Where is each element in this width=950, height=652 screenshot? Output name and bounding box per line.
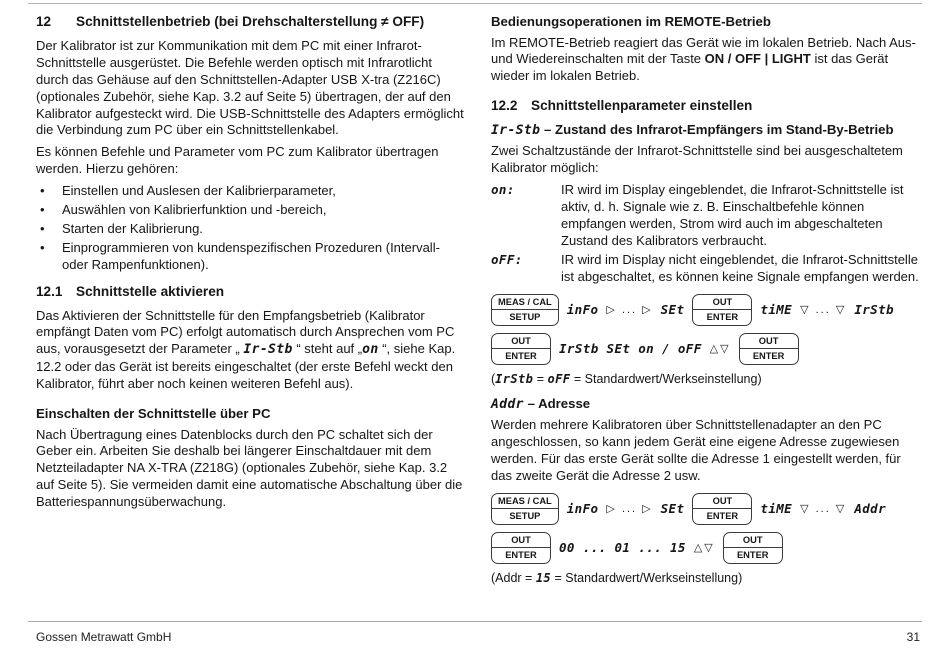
lcd-text-15: 15 [535,570,552,585]
sequence-row [491,493,922,525]
lcd-term-off: oFF: [491,251,523,267]
bullet-list [36,183,467,273]
out-enter-key [723,532,783,564]
lcd-text-addr: Addr [854,501,887,517]
list-item-text: Einstellen und Auslesen der Kalibrierparameter, [62,183,336,199]
key-label: ENTER [736,550,769,561]
key-label: OUT [724,533,782,549]
paragraph [491,35,922,86]
definition-text: IR wird im Display eingeblendet, die Infrarot-Schnittstelle ist aktiv, d. h. Signale wie z. B. Einschaltbefehle können empfangen werden, Strom wird auch im abgeschalteten Zustand des Kalibrators verbraucht. [561,182,904,248]
lcd-text-set: SEt [660,302,685,318]
list-item-text: Starten der Kalibrierung. [62,220,203,236]
bullet-marker: • [40,220,45,236]
addr-parameter-heading [491,396,922,413]
key-label: OUT [492,334,550,350]
key-label: ENTER [505,550,537,561]
text-run: ( [491,371,496,386]
list-item-text: Einprogrammieren von kundenspezifischen Prozeduren (Intervall- oder Rampenfunktionen). [62,239,440,272]
out-enter-key [491,333,551,365]
text-run: = Standardwert/Werkseinstellung) [551,570,743,585]
sequence-row [491,294,922,326]
paragraph: Nach Übertragung eines Datenblocks durch den PC schaltet sich der Geber ein. Arbeiten Sie deshalb bei längerer Einschaltdauer mit dem Netzteiladapter NA X-TRA (Z218G) (optionales Zubehör, siehe Kap. 3.2 auf Seite 5). Sie vermeiden damit eine automatische Abschaltung über die Batteriespannungsüberwachung. [36,426,463,510]
text-run: “ steht auf „ [292,341,363,357]
definition-text: IR wird im Display nicht eingeblendet, die Infrarot-Schnittstelle ist abgeschaltet, es können keine Signale empfangen werden. [561,251,919,284]
lcd-text-off: oFF [547,371,571,386]
remote-heading: Bedienungsoperationen im REMOTE-Betrieb [491,14,771,29]
section-title: Schnittstellenbetrieb (bei Drehschalterstellung ≠ OFF) [76,14,425,29]
section-number: 12.1 [36,283,63,299]
section-12-1-heading [36,284,467,301]
text-run: Im REMOTE-Betrieb reagiert das Gerät wie im lokalen Betrieb. Nach Aus- und Wiedereinschalten mit der Taste [491,34,916,67]
section-12-2-heading [491,98,922,115]
heading-text: – Adresse [523,395,591,411]
down-arrows: ▽ ... ▽ [800,503,847,516]
lcd-text-addr: Addr [491,396,524,412]
lcd-text-irstb-set: IrStb SEt on / oFF [559,341,702,357]
down-arrows: ▽ ... ▽ [800,304,847,317]
lcd-text-info: inFo [566,302,599,318]
key-label: ENTER [752,351,785,362]
right-column [491,12,922,595]
text-run: ist das Gerät wieder im lokalen Betrieb. [491,51,889,84]
page-footer [36,630,920,644]
lcd-text-time: tiME [760,302,793,318]
footer-company: Gossen Metrawatt GmbH [36,630,172,644]
paragraph [36,308,467,393]
right-arrows: ▷ ... ▷ [606,503,653,516]
definition-row [491,252,922,286]
out-enter-key [692,294,752,326]
section-number: 12.2 [491,98,518,114]
out-enter-key [739,333,799,365]
list-item [36,240,467,274]
lcd-text-irstb: IrStb [854,302,894,318]
bullet-marker: • [40,239,45,255]
paragraph: Zwei Schaltzustände der Infrarot-Schnittstelle sind bei ausgeschaltetem Kalibrator möglich: [491,143,903,176]
footer-divider [28,621,922,622]
lcd-text-info: inFo [566,501,599,517]
key-sequence-addr [491,493,922,564]
text-run: “, siehe Kap. 12.2 oder das Gerät ist bereits eingeschaltet (der erste Befehl weckt den Kalibrator, führt aber noch keinen weiteren Befehl aus). [36,341,456,392]
top-divider [28,3,922,4]
meas-cal-setup-key [491,493,559,525]
key-label: SETUP [509,312,541,323]
section-title: Schnittstellenparameter einstellen [531,98,753,114]
key-label: OUT [740,334,798,350]
sequence-row [491,532,922,564]
meas-cal-setup-key [491,294,559,326]
key-sequence-irstb [491,294,922,365]
text-run: = [533,371,548,386]
subsection-heading: Einschalten der Schnittstelle über PC [36,406,271,421]
lcd-text-irstb: IrStb [495,371,534,386]
irstb-parameter-heading [491,122,922,139]
lcd-text-set: SEt [660,501,685,517]
paragraph: Werden mehrere Kalibratoren über Schnittstellenadapter an den PC angeschlossen, so kann jedem Gerät eine eigene Adresse zugewiesen werden. Für das erste Gerät sollte die Adresse 1 eingestellt werden, für das zweite Gerät die Adresse 2 usw. [491,416,901,483]
lcd-text-address-digits: 00 ... 01 ... 15 [559,540,686,556]
default-note [491,571,922,585]
text-run: Das Aktivieren der Schnittstelle für den Empfangsbetrieb (Kalibrator empfängt Daten vom PC) erfolgt automatisch durch Ansprechen vom PC aus, vorausgesetzt der Parameter „ [36,307,455,357]
list-item [36,183,467,200]
key-label: OUT [693,494,751,510]
out-enter-key [491,532,551,564]
right-arrows: ▷ ... ▷ [606,304,653,317]
bullet-marker: • [40,202,45,217]
key-label: ENTER [505,351,537,362]
definition-list [491,182,922,285]
lcd-text-time: tiME [760,501,793,517]
key-label-on-off-light: ON / OFF | LIGHT [704,51,811,67]
section-title: Schnittstelle aktivieren [76,283,225,299]
key-label: MEAS / CAL [492,494,558,510]
heading-text: – Zustand des Infrarot-Empfängers im Stand-By-Betrieb [540,122,894,138]
out-enter-key [692,493,752,525]
lcd-text-on: on [362,342,379,358]
key-label: ENTER [706,312,739,323]
key-label: MEAS / CAL [492,295,558,311]
key-label: OUT [492,533,550,549]
list-item [36,202,467,219]
section-12-heading [36,14,467,31]
text-run: (Addr = [491,570,536,585]
sequence-row [491,333,922,365]
section-number: 12 [36,14,52,29]
paragraph: Der Kalibrator ist zur Kommunikation mit dem PC mit einer Infrarot-Schnittstelle ausgerüstet. Die Befehle werden optisch mit Infrarotlicht durch das Gehäuse auf den Schnittstellen-Adapter USB X-tra (Z216C) (optionales Zubehör, siehe Kap. 3.2 auf Seite 5) übertragen, der auf den Kalibrator aufgesteckt wird. Die USB-Schnittstelle des Adapters ermöglicht die Verbindung zum PC über ein Schnittstellenkabel. [36,37,464,138]
bullet-marker: • [40,183,45,199]
lcd-text-ir-stb: Ir-Stb [491,123,541,139]
definition-row [491,182,922,250]
lcd-text-ir-stb: Ir-Stb [243,342,293,358]
key-label: OUT [693,295,751,311]
key-label: SETUP [509,511,541,522]
lcd-term-on: on: [491,182,515,198]
default-note [491,372,922,386]
up-down-arrows: △▽ [709,343,731,356]
up-down-arrows: △▽ [693,542,715,555]
text-run: = Standardwert/Werkseinstellung) [570,371,762,386]
list-item [36,221,467,238]
footer-page-number: 31 [906,630,920,644]
left-column [36,12,467,595]
paragraph: Es können Befehle und Parameter vom PC zum Kalibrator übertragen werden. Hierzu gehören: [36,144,439,177]
key-label: ENTER [706,511,739,522]
list-item-text: Auswählen von Kalibrierfunktion und -bereich, [62,202,327,217]
